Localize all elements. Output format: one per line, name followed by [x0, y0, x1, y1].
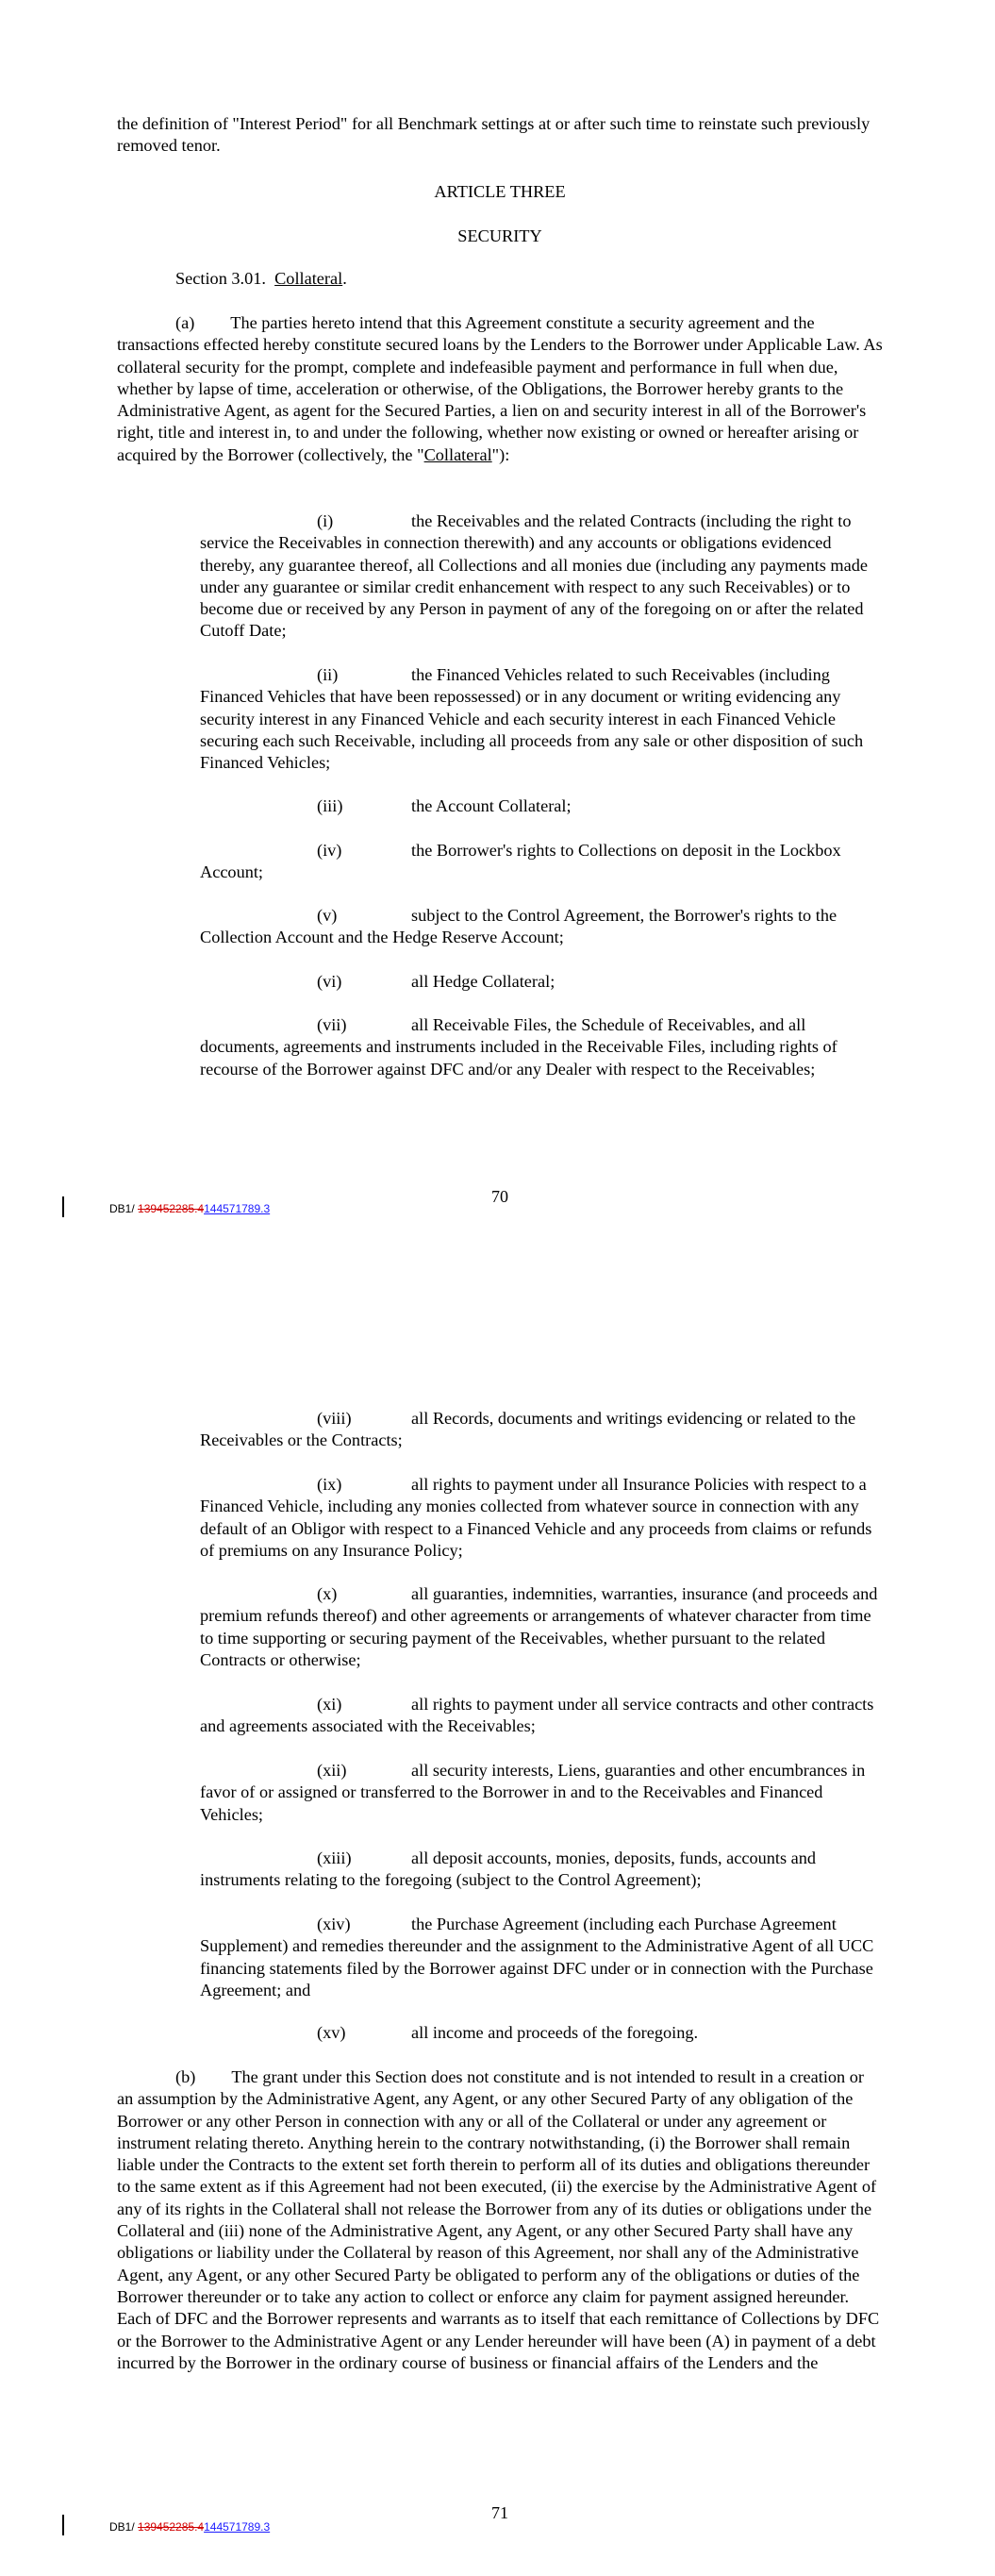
item-number: (vii): [317, 1015, 347, 1034]
item-number: (ii): [317, 665, 339, 684]
footer-prefix: DB1/: [109, 2520, 139, 2534]
change-bar: [62, 1196, 64, 1217]
collateral-item: [200, 1914, 883, 2001]
deleted-doc-id: 139452285.4: [138, 2520, 205, 2534]
paragraph-b-text: The grant under this Section does not constitute and is not intended to result in a creation or an assumption by the Administrative Agent, any Agent, or any other Secured Party of any obligation of the Borrower or any other Person in connection with any or all of the Collateral or under any agreement or instrument relating thereto. Anything herein to the contrary notwithstanding, (i) the Borrower shall remain liable under the Contracts to the extent set forth therein to perform all of its duties and obligations thereunder to the same extent as if this Agreement had not been executed, (ii) the exercise by the Administrative Agent of any of its rights in the Collateral shall not release the Borrower from any of its duties or obligations under the Collateral and (iii) none of the Administrative Agent, any Agent, or any other Secured Party shall have any obligations or liability under the Collateral by reason of this Agreement, nor shall any of the Administrative Agent, any Agent, or any other Secured Party be obligated to perform any of the obligations or duties of the Borrower thereunder or to take any action to collect or enforce any claim for payment assigned hereunder. Each of DFC and the Borrower represents and warrants as to itself that each remittance of Collections by DFC or the Borrower to the Administrative Agent or any Lender hereunder will have been (A) in payment of a debt incurred by the Borrower in the ordinary course of business or financial affairs of the Lenders and the: [117, 2067, 880, 2372]
item-number: (v): [317, 906, 338, 925]
carryover-paragraph: the definition of "Interest Period" for all Benchmark settings at or after such time to reinstate such previously removed tenor.: [117, 114, 871, 156]
inserted-doc-id: 144571789.3: [204, 2520, 271, 2534]
collateral-item: [200, 1760, 883, 1826]
paragraph-b: [117, 2066, 883, 2374]
section-period: .: [342, 269, 347, 288]
page-number: 71: [491, 2503, 508, 2522]
collateral-item: [200, 840, 883, 884]
document-id-footer: [109, 1202, 270, 1215]
footer-prefix: DB1/: [109, 1202, 139, 1215]
item-text: all Records, documents and writings evidencing or related to the Receivables or the Contracts;: [200, 1409, 856, 1450]
item-text: subject to the Control Agreement, the Borrower's rights to the Collection Account and the Hedge Reserve Account;: [200, 906, 837, 947]
item-text: all Hedge Collateral;: [411, 972, 556, 991]
item-text: the Financed Vehicles related to such Receivables (including Financed Vehicles that have been repossessed) or in any document or writing evidencing any security interest in any Financed Vehicle and each security interest in each Financed Vehicle securing each such Receivable, including all proceeds from any sale or other disposition of such Financed Vehicles;: [200, 665, 864, 773]
section-heading: [175, 268, 836, 290]
collateral-item: [200, 510, 883, 643]
item-text: the Borrower's rights to Collections on deposit in the Lockbox Account;: [200, 841, 841, 882]
defined-term-collateral: Collateral: [423, 444, 492, 464]
collateral-item: [200, 971, 883, 993]
item-number: (iii): [317, 796, 343, 815]
collateral-item: [200, 1474, 883, 1562]
item-number: (ix): [317, 1475, 342, 1494]
item-text: the Receivables and the related Contracts (including the right to service the Receivables in connection therewith) and any accounts or obligations evidenced thereby, any guarantee thereof, all Collections and all monies due (including any payments made under any guarantee or similar credit enhancement with respect to any such Receivables) or to become due or received by any Person in payment of any of the foregoing on or after the related Cutoff Date;: [200, 511, 868, 641]
collateral-item: [200, 1583, 883, 1671]
item-number: (xiii): [317, 1848, 352, 1867]
item-number: (xi): [317, 1695, 342, 1714]
collateral-item: [200, 664, 883, 774]
collateral-item: [200, 2022, 883, 2044]
paragraph-a: [117, 312, 883, 466]
paragraph-a-label: (a): [175, 313, 195, 332]
item-number: (iv): [317, 841, 342, 860]
item-text: all security interests, Liens, guaranties and other encumbrances in favor of or assigned or transferred to the Borrower in and to the Receivables and Financed Vehicles;: [200, 1761, 866, 1824]
collateral-item: [200, 795, 883, 817]
inserted-doc-id: 144571789.3: [204, 1202, 271, 1215]
change-bar: [62, 2515, 64, 2535]
section-label: Section 3.01.: [175, 269, 266, 288]
section-title: Collateral: [274, 269, 343, 288]
item-text: all guaranties, indemnities, warranties, insurance (and proceeds and premium refunds thereof) and other agreements or arrangements of whatever character from time to time supporting or securing payment of the Receivables, whether pursuant to the related Contracts or otherwise;: [200, 1584, 878, 1669]
collateral-item: [200, 1848, 883, 1892]
item-text: the Purchase Agreement (including each Purchase Agreement Supplement) and remedies thereunder and the assignment to the Administrative Agent of all UCC financing statements filed by the Borrower against DFC under or in connection with the Purchase Agreement; and: [200, 1915, 874, 1999]
item-number: (xiv): [317, 1915, 351, 1933]
paragraph-b-label: (b): [175, 2067, 196, 2086]
item-text: all rights to payment under all service contracts and other contracts and agreements associated with the Receivables;: [200, 1695, 874, 1736]
item-text: all deposit accounts, monies, deposits, funds, accounts and instruments relating to the foregoing (subject to the Control Agreement);: [200, 1848, 817, 1890]
paragraph-a-end: "):: [491, 444, 510, 464]
page-number: 70: [491, 1187, 508, 1206]
item-text: all Receivable Files, the Schedule of Receivables, and all documents, agreements and instruments included in the Receivable Files, including rights of recourse of the Borrower against DFC and/or any Dealer with respect to the Receivables;: [200, 1015, 837, 1079]
item-text: the Account Collateral;: [411, 796, 572, 815]
collateral-item: [200, 905, 883, 949]
item-text: all income and proceeds of the foregoing.: [411, 2023, 699, 2042]
item-number: (i): [317, 511, 334, 530]
collateral-item: [200, 1694, 883, 1738]
item-text: all rights to payment under all Insurance Policies with respect to a Financed Vehicle, including any monies collected from whatever source in connection with any default of an Obligor with respect to a Financed Vehicle and any proceeds from claims or refunds of premiums on any Insurance Policy;: [200, 1475, 872, 1560]
article-title: ARTICLE THREE: [434, 182, 566, 201]
item-number: (x): [317, 1584, 338, 1603]
paragraph-a-text: The parties hereto intend that this Agreement constitute a security agreement and the transactions effected hereby constitute secured loans by the Lenders to the Borrower under Applicable Law. As collateral security for the prompt, complete and indefeasible payment and performance in full when due, whether by lapse of time, acceleration or otherwise, of the Obligations, the Borrower hereby grants to the Administrative Agent, as agent for the Secured Parties, a lien on and security interest in all of the Borrower's right, title and interest in, to and under the following, whether now existing or owned or hereafter arising or acquired by the Borrower (collectively, the ": [117, 313, 883, 464]
item-number: (vi): [317, 972, 342, 991]
page-71: [0, 1288, 995, 2576]
collateral-item: [200, 1408, 883, 1452]
deleted-doc-id: 139452285.4: [138, 1202, 205, 1215]
article-subtitle: SECURITY: [457, 226, 542, 245]
item-number: (xv): [317, 2023, 346, 2042]
item-number: (viii): [317, 1409, 352, 1428]
item-number: (xii): [317, 1761, 347, 1780]
document-id-footer: [109, 2520, 270, 2534]
collateral-item: [200, 1014, 883, 1080]
